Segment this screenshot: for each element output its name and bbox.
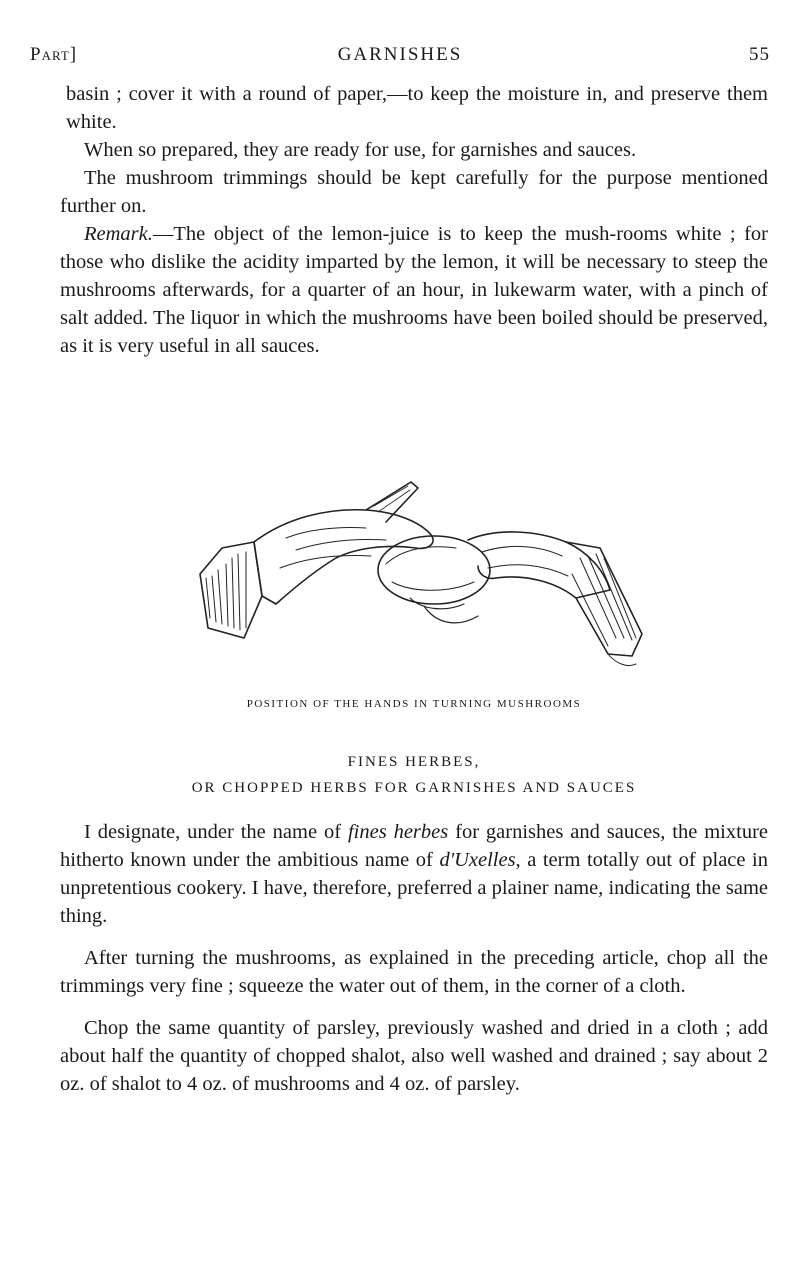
- term-duxelles: d'Uxelles: [439, 849, 516, 871]
- remark-paragraph: [60, 220, 768, 360]
- figure-caption: POSITION OF THE HANDS IN TURNING MUSHROOMS: [246, 698, 582, 710]
- remark-text: —The object of the lemon-juice is to keep the mush-rooms white ; for those who dislike the acidity imparted by the lemon, it will be necessary to steep the mushrooms afterwards, for a quarter of an hour, in lukewarm water, with a pinch of salt added. The liquor in which the mushrooms have been boiled should be preserved, as it is very useful in all sauces.: [60, 223, 768, 357]
- remark-label: Remark.: [84, 223, 153, 245]
- text-block-bottom: [60, 818, 768, 1098]
- running-head-part: Part]: [30, 44, 78, 65]
- paragraph: After turning the mushrooms, as explained in the preceding article, chop all the trimmings very fine ; squeeze the water out of them, in the corner of a cloth.: [60, 947, 768, 997]
- paragraph: [60, 818, 768, 930]
- hands-turning-mushroom-illustration: [196, 478, 646, 680]
- page-number: 55: [749, 44, 770, 65]
- text-run: for garnishes and sauces, the mixture hitherto known under the ambitious name of: [60, 821, 768, 871]
- term-fines-herbes: fines herbes: [347, 821, 449, 843]
- running-head: [30, 44, 770, 70]
- paragraph: When so prepared, they are ready for use, for garnishes and sauces.: [84, 139, 637, 161]
- paragraph: The mushroom trimmings should be kept carefully for the purpose mentioned further on.: [60, 167, 768, 217]
- section-title: FINES HERBES,: [347, 754, 481, 770]
- section-subtitle: OR CHOPPED HERBS FOR GARNISHES AND SAUCES: [191, 780, 637, 796]
- text-block-top: [60, 80, 768, 360]
- paragraph: Chop the same quantity of parsley, previously washed and dried in a cloth ; add about half the quantity of chopped shalot, also well washed and drained ; say about 2 oz. of shalot to 4 oz. of mushrooms and 4 oz. of parsley.: [60, 1017, 768, 1095]
- running-head-title: GARNISHES: [337, 44, 463, 65]
- paragraph: basin ; cover it with a round of paper,—to keep the moisture in, and preserve them white.: [66, 83, 768, 133]
- text-run: I designate, under the name of: [84, 821, 348, 843]
- text-run: , a term totally out of place in unpretentious cookery. I have, therefore, preferred a plainer name, indicating the same thing.: [60, 849, 768, 927]
